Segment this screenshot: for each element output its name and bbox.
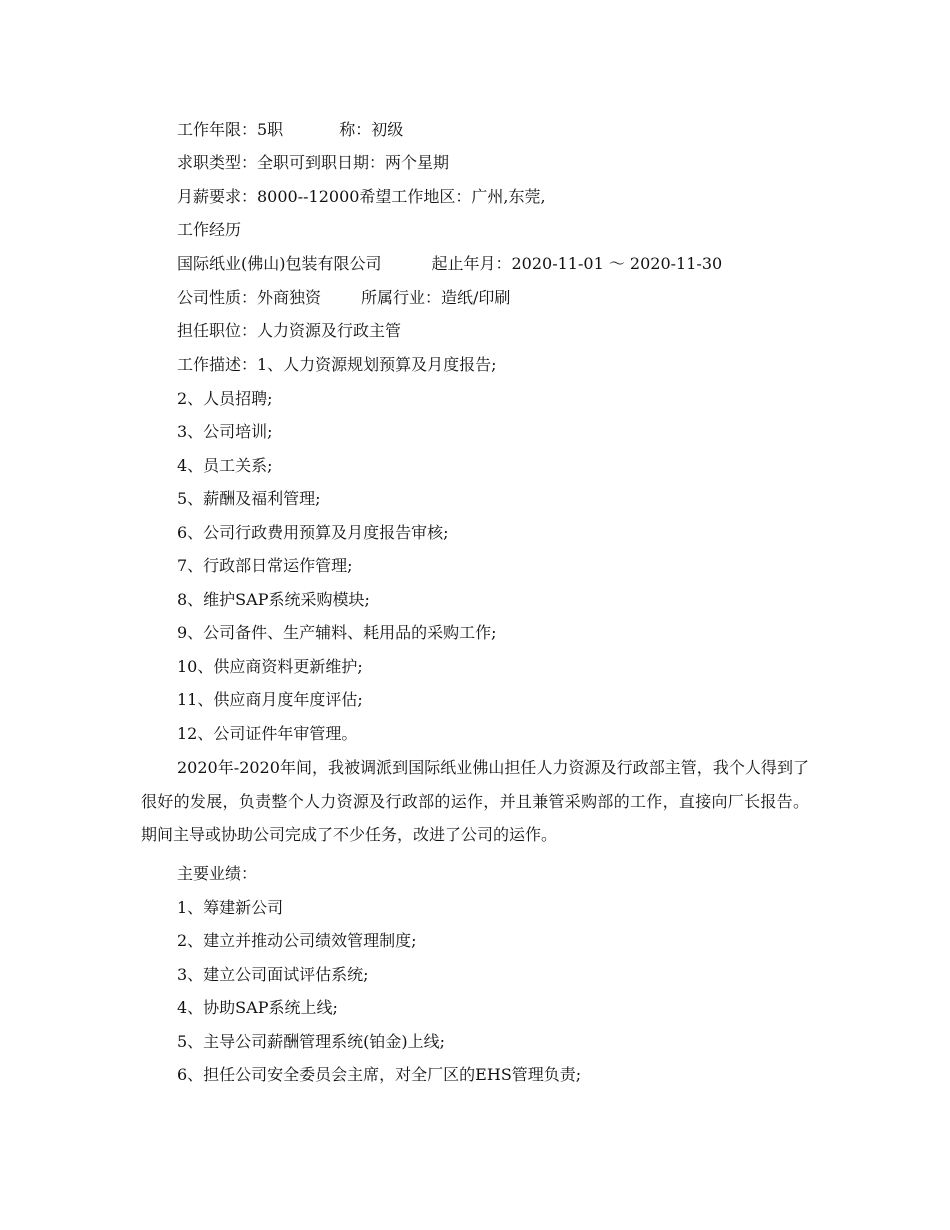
list-item: 7、行政部日常运作管理; xyxy=(177,556,353,575)
list-item: 6、担任公司安全委员会主席，对全厂区的EHS管理负责; xyxy=(177,1065,582,1084)
list-item: 3、建立公司面试评估系统; xyxy=(177,965,369,984)
list-item: 4、协助SAP系统上线; xyxy=(177,998,338,1017)
job-type-line: 求职类型：全职可到职日期：两个星期 xyxy=(177,153,450,172)
company-nature-text: 公司性质：外商独资 xyxy=(177,288,322,307)
list-item: 5、主导公司薪酬管理系统(铂金)上线; xyxy=(177,1032,446,1051)
position-line: 担任职位：人力资源及行政主管 xyxy=(177,321,402,340)
job-description-line: 工作描述：1、人力资源规划预算及月度报告; xyxy=(177,355,497,374)
period-text: 起止年月：2020-11-01 ～ 2020-11-30 xyxy=(431,254,723,273)
work-years-line xyxy=(177,120,403,140)
work-years-text: 工作年限：5职 xyxy=(177,120,284,139)
work-history-heading: 工作经历 xyxy=(177,220,242,239)
list-item: 6、公司行政费用预算及月度报告审核; xyxy=(177,523,449,542)
list-item: 3、公司培训; xyxy=(177,422,273,441)
industry-text: 所属行业：造纸/印刷 xyxy=(361,288,511,307)
company-name: 国际纸业(佛山)包装有限公司 xyxy=(177,254,382,273)
list-item: 5、薪酬及福利管理; xyxy=(177,489,321,508)
achievements-heading: 主要业绩： xyxy=(177,864,258,883)
list-item: 4、员工关系; xyxy=(177,456,273,475)
salary-line: 月薪要求：8000--12000希望工作地区：广州,东莞, xyxy=(177,187,546,206)
list-item: 1、筹建新公司 xyxy=(177,898,284,917)
company-nature-line xyxy=(177,288,510,308)
title-level-text: 称：初级 xyxy=(339,120,404,139)
company-line xyxy=(177,254,722,274)
list-item: 2、建立并推动公司绩效管理制度; xyxy=(177,931,417,950)
list-item: 10、供应商资料更新维护; xyxy=(177,657,363,676)
list-item: 9、公司备件、生产辅料、耗用品的采购工作; xyxy=(177,623,497,642)
list-item: 2、人员招聘; xyxy=(177,389,273,408)
list-item: 11、供应商月度年度评估; xyxy=(177,690,363,709)
list-item: 8、维护SAP系统采购模块; xyxy=(177,590,370,609)
list-item: 12、公司证件年审管理。 xyxy=(177,724,358,743)
summary-paragraph: 2020年-2020年间，我被调派到国际纸业佛山担任人力资源及行政部主管，我个人得到了很好的发展，负责整个人力资源及行政部的运作，并且兼管采购部的工作，直接向厂长报告。期间主导或协助公司完成了不少任务，改进了公司的运作。 xyxy=(141,758,809,844)
